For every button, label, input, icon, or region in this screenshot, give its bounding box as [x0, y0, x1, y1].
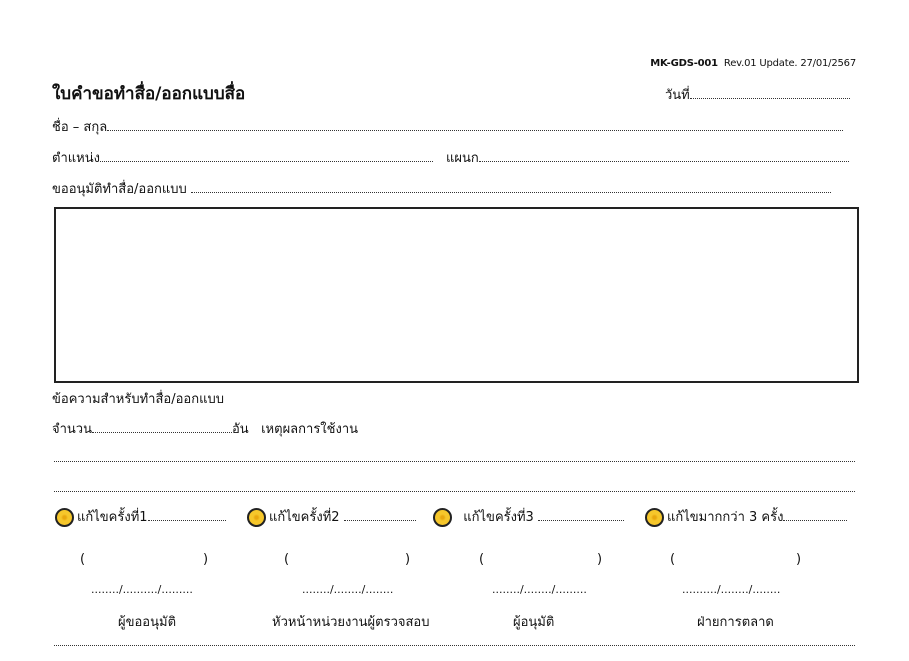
department-dotted-line[interactable] [479, 149, 849, 162]
position-label: ตำแหน่ง [52, 151, 100, 166]
signature-1-close-paren: ) [203, 552, 209, 567]
doc-code: MK-GDS-001 [650, 58, 718, 69]
revision-3-label: แก้ไขครั้งที่3 [463, 510, 534, 525]
department-field[interactable] [446, 147, 849, 168]
revision-3-checkbox-icon[interactable] [433, 508, 452, 527]
signature-2-date[interactable]: ......../......../........ [302, 583, 394, 596]
revision-1[interactable] [55, 506, 226, 527]
date-field[interactable] [665, 84, 850, 105]
signature-3-open-paren: ( [479, 552, 485, 567]
revision-4-label: แก้ไขมากกว่า 3 ครั้ง [667, 510, 784, 525]
revision-text: Rev.01 Update. 27/01/2567 [723, 58, 856, 69]
quantity-label: จำนวน [52, 422, 92, 437]
signature-2-close-paren: ) [405, 552, 411, 567]
signature-4-date[interactable]: ........../......../........ [682, 583, 781, 596]
signature-4-close-paren: ) [796, 552, 802, 567]
page-title: ใบคำขอทำสื่อ/ออกแบบสื่อ [52, 84, 246, 104]
position-field[interactable] [52, 147, 433, 168]
signature-3-date[interactable]: ......../......../......... [492, 583, 587, 596]
design-sketch-box[interactable] [54, 207, 859, 383]
signature-3-role: ผู้อนุมัติ [513, 615, 555, 630]
footer-dotted-line [54, 645, 855, 646]
reason-dotted-line-2[interactable] [54, 491, 855, 492]
department-label: แผนก [446, 151, 479, 166]
signature-2-open-paren: ( [284, 552, 290, 567]
message-label: ข้อความสำหรับทำสื่อ/ออกแบบ [52, 392, 224, 407]
request-dotted-line[interactable] [191, 180, 831, 193]
signature-2-role: หัวหน้าหน่วยงานผู้ตรวจสอบ [272, 615, 430, 630]
signature-1-open-paren: ( [80, 552, 86, 567]
revision-2-label: แก้ไขครั้งที่2 [269, 510, 340, 525]
revision-1-checkbox-icon[interactable] [55, 508, 74, 527]
quantity-dotted-line[interactable] [92, 420, 232, 433]
revision-3[interactable] [433, 506, 624, 527]
signature-1-date[interactable]: ......../........../......... [91, 583, 193, 596]
signature-4-role: ฝ่ายการตลาด [697, 615, 774, 630]
reason-label: เหตุผลการใช้งาน [261, 422, 359, 437]
revision-2[interactable] [247, 506, 416, 527]
request-label: ขออนุมัติทำสื่อ/ออกแบบ [52, 182, 187, 197]
date-dotted-line[interactable] [690, 86, 850, 99]
unit-label: อัน [232, 422, 249, 437]
signature-3-close-paren: ) [597, 552, 603, 567]
revision-2-checkbox-icon[interactable] [247, 508, 266, 527]
quantity-field[interactable] [52, 418, 358, 439]
revision-3-dotted-line[interactable] [538, 508, 624, 521]
reason-dotted-line-1[interactable] [54, 461, 855, 462]
signature-1-role: ผู้ขออนุมัติ [118, 615, 177, 630]
name-label: ชื่อ – สกุล [52, 120, 108, 135]
position-dotted-line[interactable] [100, 149, 433, 162]
date-label: วันที่ [665, 88, 690, 103]
document-code [650, 58, 856, 69]
revision-2-dotted-line[interactable] [344, 508, 416, 521]
signature-4-open-paren: ( [670, 552, 676, 567]
revision-4-checkbox-icon[interactable] [645, 508, 664, 527]
revision-4-dotted-line[interactable] [783, 508, 847, 521]
name-field[interactable] [52, 116, 843, 137]
request-field[interactable] [52, 178, 831, 199]
revision-1-label: แก้ไขครั้งที่1 [77, 510, 148, 525]
revision-1-dotted-line[interactable] [148, 508, 226, 521]
revision-4[interactable] [645, 506, 847, 527]
name-dotted-line[interactable] [107, 118, 843, 131]
